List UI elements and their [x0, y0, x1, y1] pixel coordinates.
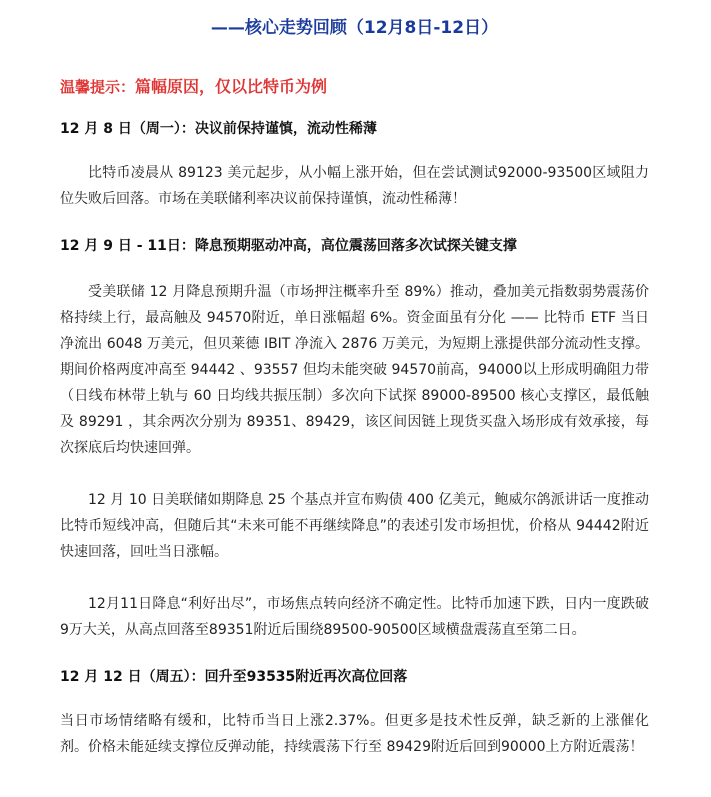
- section-paragraph: 12月11日降息“利好出尽”，市场焦点转向经济不确定性。比特币加速下跌，日内一度跌破9万大关，从高点回落至89351附近后围绕89500-90500区域横盘震荡直至第二日。: [60, 596, 649, 638]
- section-heading-dec-9-11: 12 月 9 日 - 11日：降息预期驱动冲高，高位震荡回落多次试探关键支撑: [60, 238, 517, 254]
- section-heading-dec-8: 12 月 8 日（周一）：决议前保持谨慎，流动性稀薄: [60, 121, 377, 137]
- section-paragraph: 12 月 10 日美联储如期降息 25 个基点并宣布购债 400 亿美元，鲍威尔鸽派讲话一度推动比特币短线冲高，但随后其“未来可能不再继续降息”的表述引发市场担忧，价格从 94442附近快速回落，回吐当日涨幅。: [60, 492, 649, 560]
- section-paragraph: 受美联储 12 月降息预期升温（市场押注概率升至 89%）推动，叠加美元指数弱势震荡价格持续上行，最高触及 94570附近，单日涨幅超 6%。资金面虽有分化 —— 比特币 ETF 当日净流出 6048 万美元，但贝莱德 IBIT 净流入 2876 万美元，为短期上涨提供部分流动性支撑。期间价格两度冲高至 94442 、93557 但均未能突破 94570前高，94000以上形成明确阻力带（日线布林带上轨与 60 日均线共振压制）多次向下试探 89000-89500 核心支撑区，最低触及 89291 ，其余两次分别为 89351、89429，该区间因链上现货买盘入场形成有效承接，每次探底后均快速回弹。: [60, 284, 649, 456]
- section-heading-dec-12: 12 月 12 日（周五）：回升至93535附近再次高位回落: [60, 669, 408, 685]
- page-title: ——核心走势回顾（12月8日-12日）: [210, 18, 499, 38]
- section-paragraph: 当日市场情绪略有缓和，比特币当日上涨2.37%。但更多是技术性反弹，缺乏新的上涨催化剂。价格未能延续支撑位反弹动能，持续震荡下行至 89429附近后回到90000上方附近震荡！: [60, 713, 649, 755]
- section-paragraph: 比特币凌晨从 89123 美元起步，从小幅上涨开始，但在尝试测试92000-93500区域阻力位失败后回落。市场在美联储利率决议前保持谨慎，流动性稀薄！: [60, 165, 649, 207]
- notice-prefix: 温馨提示：: [60, 78, 136, 96]
- notice-banner: [60, 76, 649, 98]
- notice-text: 篇幅原因，仅以比特币为例: [135, 77, 328, 96]
